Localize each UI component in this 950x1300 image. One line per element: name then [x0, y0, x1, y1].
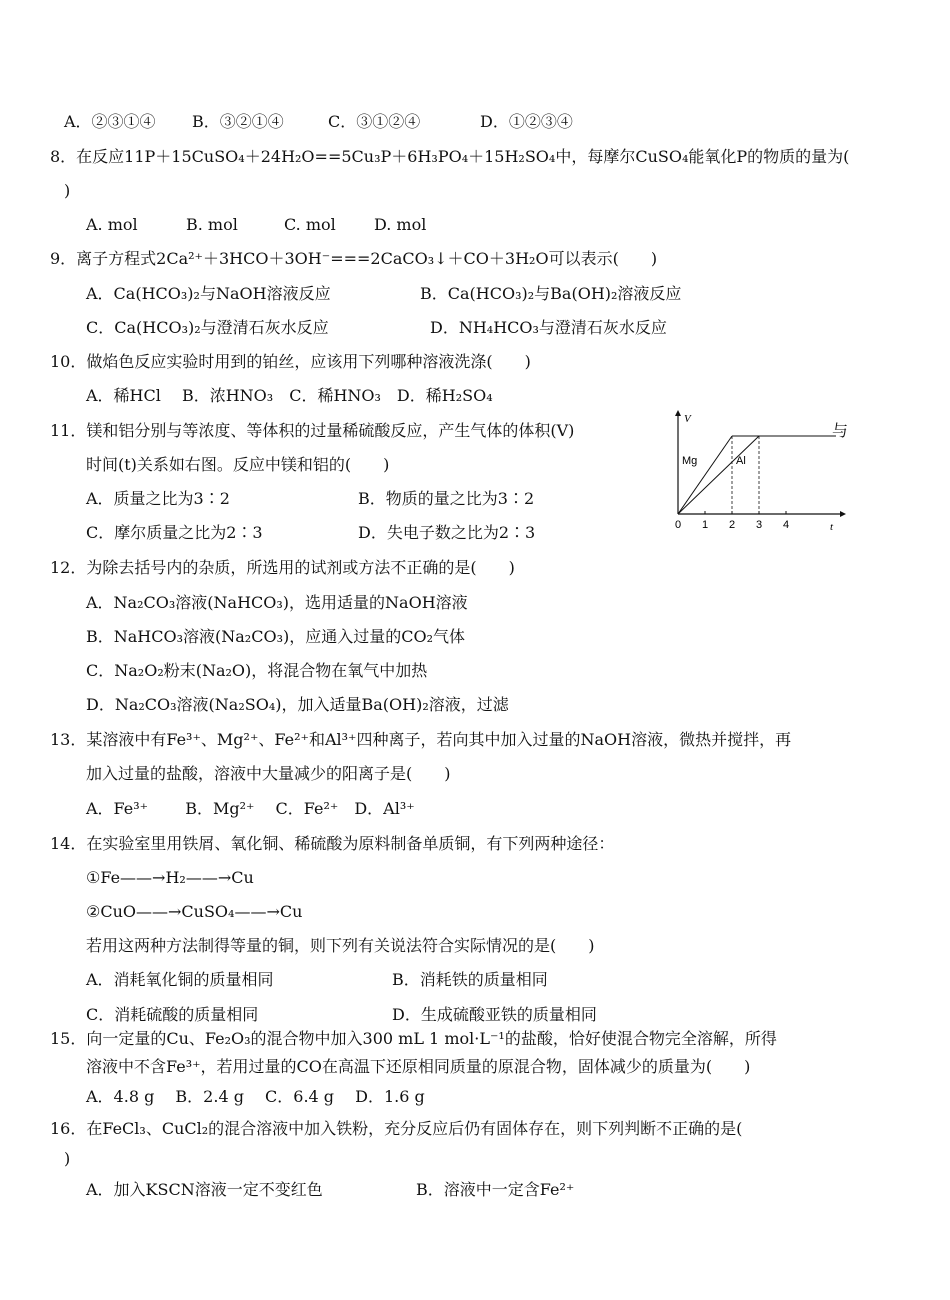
q9-option-d: D．NH₄HCO₃与澄清石灰水反应: [430, 318, 667, 337]
q13-stem-line1: 13．某溶液中有Fe³⁺、Mg²⁺、Fe²⁺和Al³⁺四种离子，若向其中加入过量的NaOH溶液，微热并搅拌，再: [50, 730, 792, 749]
q7-option-b: B．③②①④: [192, 112, 284, 131]
q8-stem-cont: ): [64, 181, 71, 200]
q13-stem-line2: 加入过量的盐酸，溶液中大量减少的阳离子是( ): [86, 764, 451, 783]
q11-stem-end: 与: [832, 421, 849, 440]
q8-option-c: C. mol: [284, 215, 336, 234]
y-axis-label: V: [684, 413, 691, 425]
x-tick-label: 0: [675, 519, 682, 531]
q14-path1: ①Fe——→H₂——→Cu: [86, 868, 254, 887]
q9-option-b: B．Ca(HCO₃)₂与Ba(OH)₂溶液反应: [420, 284, 682, 303]
q16-stem: 16．在FeCl₃、CuCl₂的混合溶液中加入铁粉，充分反应后仍有固体存在，则下列判断不正确的是(: [50, 1119, 743, 1138]
q14-stem2: 若用这两种方法制得等量的铜，则下列有关说法符合实际情况的是( ): [86, 936, 595, 955]
q8-stem: 8．在反应11P＋15CuSO₄＋24H₂O==5Cu₃P＋6H₃PO₄＋15H₂SO₄中，每摩尔CuSO₄能氧化P的物质的量为(: [50, 147, 850, 166]
x-tick-label: 3: [756, 519, 763, 531]
q16-option-b: B．溶液中一定含Fe²⁺: [416, 1180, 575, 1199]
q11-option-c: C．摩尔质量之比为2∶3: [86, 523, 263, 542]
q7-option-a: A．②③①④: [64, 112, 156, 131]
q14-option-d: D．生成硫酸亚铁的质量相同: [392, 1005, 597, 1024]
q9-option-a: A．Ca(HCO₃)₂与NaOH溶液反应: [86, 284, 331, 303]
q14-option-c: C．消耗硫酸的质量相同: [86, 1005, 259, 1024]
x-axis-label: t: [830, 521, 834, 533]
q14-option-a: A．消耗氧化铜的质量相同: [86, 970, 274, 989]
mg-label: Mg: [682, 455, 698, 467]
q16-stem-cont: ): [64, 1149, 71, 1168]
q14-path2: ②CuO——→CuSO₄——→Cu: [86, 902, 303, 921]
q8-option-d: D. mol: [374, 215, 427, 234]
q15-stem-line2: 溶液中不含Fe³⁺，若用过量的CO在高温下还原相同质量的原混合物，固体减少的质量为( ): [86, 1057, 751, 1076]
x-tick-label: 4: [783, 519, 790, 531]
q14-stem: 14．在实验室里用铁屑、氧化铜、稀硫酸为原料制备单质铜，有下列两种途径：: [50, 834, 615, 853]
q14-option-b: B．消耗铁的质量相同: [392, 970, 548, 989]
q16-option-a: A．加入KSCN溶液一定不变红色: [86, 1180, 323, 1199]
q12-option-d: D．Na₂CO₃溶液(Na₂SO₄)，加入适量Ba(OH)₂溶液，过滤: [86, 695, 509, 714]
x-tick-label: 1: [702, 519, 709, 531]
q10-options: A．稀HCl B．浓HNO₃ C．稀HNO₃ D．稀H₂SO₄: [86, 386, 493, 405]
q11-option-d: D．失电子数之比为2∶3: [358, 523, 536, 542]
q13-options: A．Fe³⁺ B．Mg²⁺ C．Fe²⁺ D．Al³⁺: [86, 799, 415, 818]
y-axis-arrow: [675, 410, 681, 416]
q11-volume-time-graph: [668, 408, 848, 538]
q8-option-b: B. mol: [186, 215, 238, 234]
q9-option-c: C．Ca(HCO₃)₂与澄清石灰水反应: [86, 318, 329, 337]
al-label: Al: [736, 455, 746, 467]
q7-option-c: C．③①②④: [328, 112, 421, 131]
x-tick-label: 2: [729, 519, 736, 531]
q12-stem: 12．为除去括号内的杂质，所选用的试剂或方法不正确的是( ): [50, 558, 515, 577]
q11-stem-line1: 11．镁和铝分别与等浓度、等体积的过量稀硫酸反应，产生气体的体积(V): [50, 421, 575, 440]
q12-option-c: C．Na₂O₂粉末(Na₂O)，将混合物在氧气中加热: [86, 661, 428, 680]
q11-stem-line2: 时间(t)关系如右图。反应中镁和铝的( ): [86, 455, 390, 474]
q11-option-a: A．质量之比为3∶2: [86, 489, 230, 508]
q12-option-a: A．Na₂CO₃溶液(NaHCO₃)，选用适量的NaOH溶液: [86, 593, 468, 612]
q12-option-b: B．NaHCO₃溶液(Na₂CO₃)，应通入过量的CO₂气体: [86, 627, 466, 646]
q15-options: A．4.8 g B．2.4 g C．6.4 g D．1.6 g: [86, 1087, 425, 1106]
q11-option-b: B．物质的量之比为3∶2: [358, 489, 535, 508]
q7-option-d: D．①②③④: [480, 112, 573, 131]
q9-stem: 9．离子方程式2Ca²⁺＋3HCO＋3OH⁻===2CaCO₃↓＋CO＋3H₂O可以表示( ): [50, 249, 658, 268]
q8-option-a: A. mol: [86, 215, 138, 234]
al-curve: [678, 436, 759, 514]
q15-stem-line1: 15．向一定量的Cu、Fe₂O₃的混合物中加入300 mL 1 mol·L⁻¹的盐酸，恰好使混合物完全溶解，所得: [50, 1029, 777, 1048]
q10-stem: 10．做焰色反应实验时用到的铂丝，应该用下列哪种溶液洗涤( ): [50, 352, 531, 371]
mg-curve: [678, 436, 732, 514]
x-axis-arrow: [840, 511, 846, 517]
